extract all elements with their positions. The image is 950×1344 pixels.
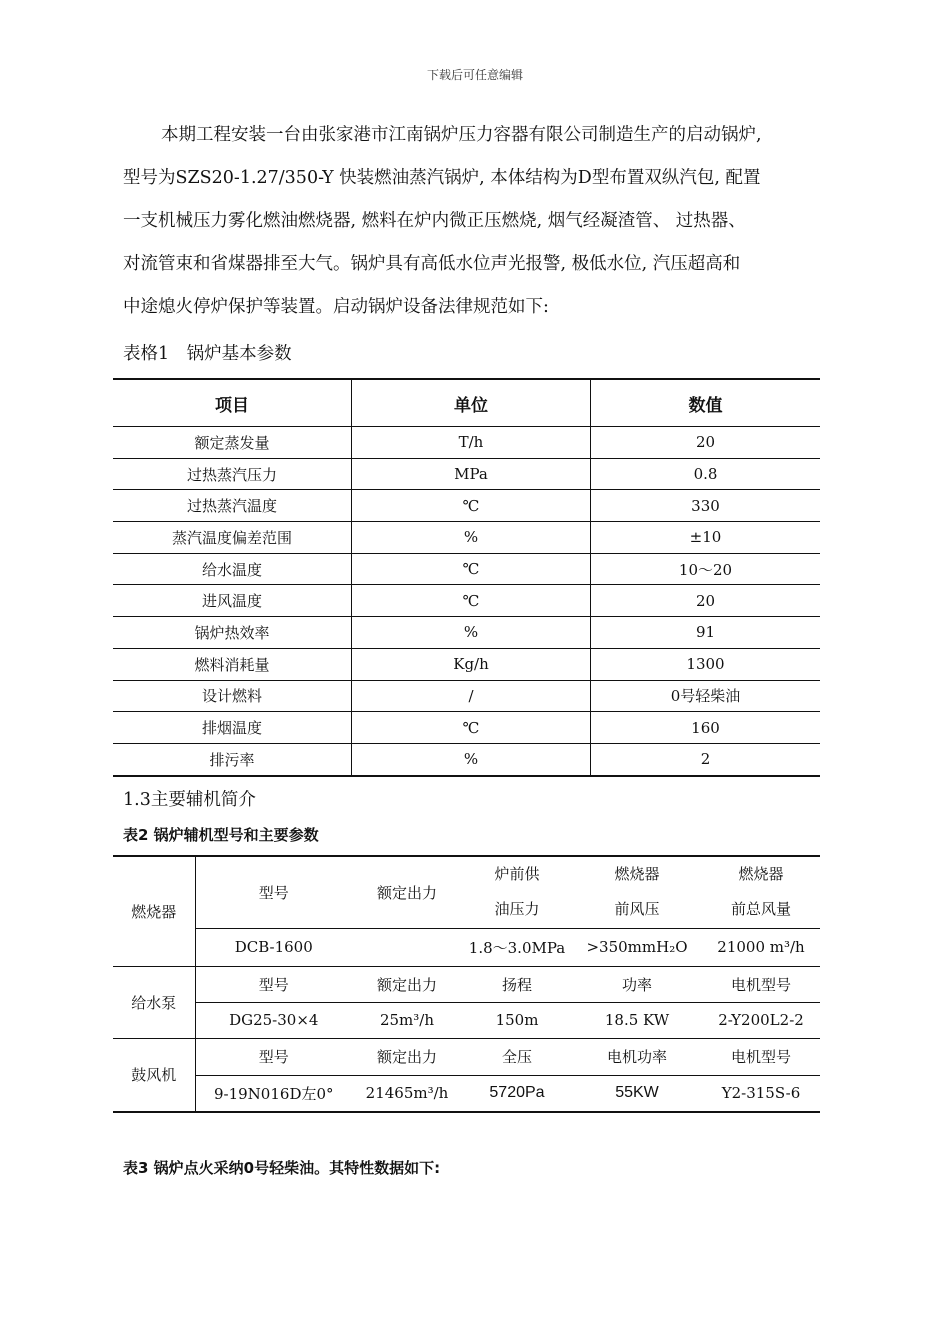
table-row [113, 648, 820, 680]
table-row [113, 966, 820, 1002]
table-cell: 160 [591, 712, 821, 744]
cell: 型号 [195, 966, 352, 1002]
table-cell: 0号轻柴油 [591, 680, 821, 712]
table-cell: 91 [591, 617, 821, 649]
table-cell: 10～20 [591, 553, 821, 585]
auxiliary-equipment-table [113, 855, 820, 1113]
cell: 功率 [572, 966, 702, 1002]
cell: Y2-315S-6 [702, 1075, 820, 1112]
page-header: 下载后可任意编辑 [426, 68, 523, 82]
table-cell: ℃ [352, 712, 591, 744]
column-header: 单位 [352, 379, 591, 427]
cell: 全压 [462, 1038, 572, 1075]
table-row [113, 928, 820, 966]
table-cell: 额定蒸发量 [113, 427, 352, 459]
cell: 55KW [572, 1075, 702, 1112]
table-cell: ℃ [352, 490, 591, 522]
cell: 型号 [195, 856, 352, 928]
cell: 电机型号 [702, 1038, 820, 1075]
cell: 油压力 [494, 900, 540, 919]
section-title: 1.3主要辅机简介 [123, 790, 256, 810]
table-row [113, 856, 820, 890]
table-cell: 燃料消耗量 [113, 648, 352, 680]
cell: 150m [462, 1002, 572, 1038]
cell: 前总风量 [730, 900, 791, 919]
table-row [113, 1038, 820, 1075]
cell: DCB-1600 [195, 928, 352, 966]
table-header-row [113, 379, 820, 427]
cell: 燃烧器 [572, 856, 702, 890]
table-cell: 330 [591, 490, 821, 522]
table-row [113, 458, 820, 490]
boiler-parameters-table [113, 378, 820, 777]
cell: 5720Pa [462, 1075, 572, 1112]
cell: 2-Y200L2-2 [702, 1002, 820, 1038]
cell: DG25-30×4 [195, 1002, 352, 1038]
fan-label: 鼓风机 [113, 1038, 195, 1112]
cell: 型号 [195, 1038, 352, 1075]
table-cell: 设计燃料 [113, 680, 352, 712]
table-row [113, 743, 820, 775]
cell: 9-19N016D左0° [195, 1075, 352, 1112]
table-row [113, 553, 820, 585]
table-cell: / [352, 680, 591, 712]
table-cell: 排烟温度 [113, 712, 352, 744]
column-header: 数值 [591, 379, 821, 427]
intro-paragraph [123, 114, 833, 329]
table-cell: % [352, 617, 591, 649]
cell: >350mmH₂O [572, 928, 702, 966]
table-cell: ℃ [352, 553, 591, 585]
table-cell: T/h [352, 427, 591, 459]
table-cell: 1300 [591, 648, 821, 680]
table-cell: 进风温度 [113, 585, 352, 617]
cell [352, 928, 462, 966]
table-row [113, 1075, 820, 1112]
cell: 电机功率 [572, 1038, 702, 1075]
table-cell: 20 [591, 427, 821, 459]
cell: 炉前供 [462, 856, 572, 890]
cell: 1.8～3.0MPa [462, 928, 572, 966]
table2-caption: 表2 锅炉辅机型号和主要参数 [123, 826, 319, 844]
table-row [113, 617, 820, 649]
table-cell: 20 [591, 585, 821, 617]
table-cell: % [352, 522, 591, 554]
pump-label: 给水泵 [113, 966, 195, 1038]
cell: 18.5 KW [572, 1002, 702, 1038]
intro-line: 中途熄火停炉保护等装置。启动锅炉设备法律规范如下: [123, 297, 549, 317]
table-cell: 给水温度 [113, 553, 352, 585]
table-row [113, 585, 820, 617]
cell: 燃烧器 [702, 856, 820, 890]
cell: 25m³/h [352, 1002, 462, 1038]
table-cell: 过热蒸汽压力 [113, 458, 352, 490]
intro-line: 对流管束和省煤器排至大气。锅炉具有高低水位声光报警, 极低水位, 汽压超高和 [123, 254, 741, 274]
table-row [113, 712, 820, 744]
table1-caption: 表格1 锅炉基本参数 [123, 344, 292, 364]
cell: 额定出力 [352, 966, 462, 1002]
burner-label: 燃烧器 [113, 856, 195, 966]
table-cell: ℃ [352, 585, 591, 617]
table-cell: % [352, 743, 591, 775]
table-cell: ±10 [591, 522, 821, 554]
cell: 电机型号 [702, 966, 820, 1002]
table-cell: 排污率 [113, 743, 352, 775]
table-row [113, 427, 820, 459]
column-header: 项目 [113, 379, 352, 427]
table-row [113, 490, 820, 522]
table-cell: Kg/h [352, 648, 591, 680]
cell: 扬程 [462, 966, 572, 1002]
intro-line: 本期工程安装一台由张家港市江南锅炉压力容器有限公司制造生产的启动锅炉, [161, 125, 762, 145]
table-cell: 蒸汽温度偏差范围 [113, 522, 352, 554]
cell: 21465m³/h [352, 1075, 462, 1112]
table-cell: 0.8 [591, 458, 821, 490]
table-cell: MPa [352, 458, 591, 490]
table-row [113, 680, 820, 712]
table-row [113, 1002, 820, 1038]
table-cell: 锅炉热效率 [113, 617, 352, 649]
table-row [113, 522, 820, 554]
intro-line: 一支机械压力雾化燃油燃烧器, 燃料在炉内微正压燃烧, 烟气经凝渣管、 过热器、 [123, 211, 746, 231]
cell: 额定出力 [352, 856, 462, 928]
cell: 21000 m³/h [702, 928, 820, 966]
table3-caption: 表3 锅炉点火采纳0号轻柴油。其特性数据如下: [123, 1159, 441, 1177]
cell: 前风压 [614, 900, 660, 919]
table-cell: 过热蒸汽温度 [113, 490, 352, 522]
cell: 额定出力 [352, 1038, 462, 1075]
table-cell: 2 [591, 743, 821, 775]
intro-line: 型号为SZS20-1.27/350-Y 快装燃油蒸汽锅炉, 本体结构为D型布置双纵汽包, 配置 [123, 168, 761, 188]
